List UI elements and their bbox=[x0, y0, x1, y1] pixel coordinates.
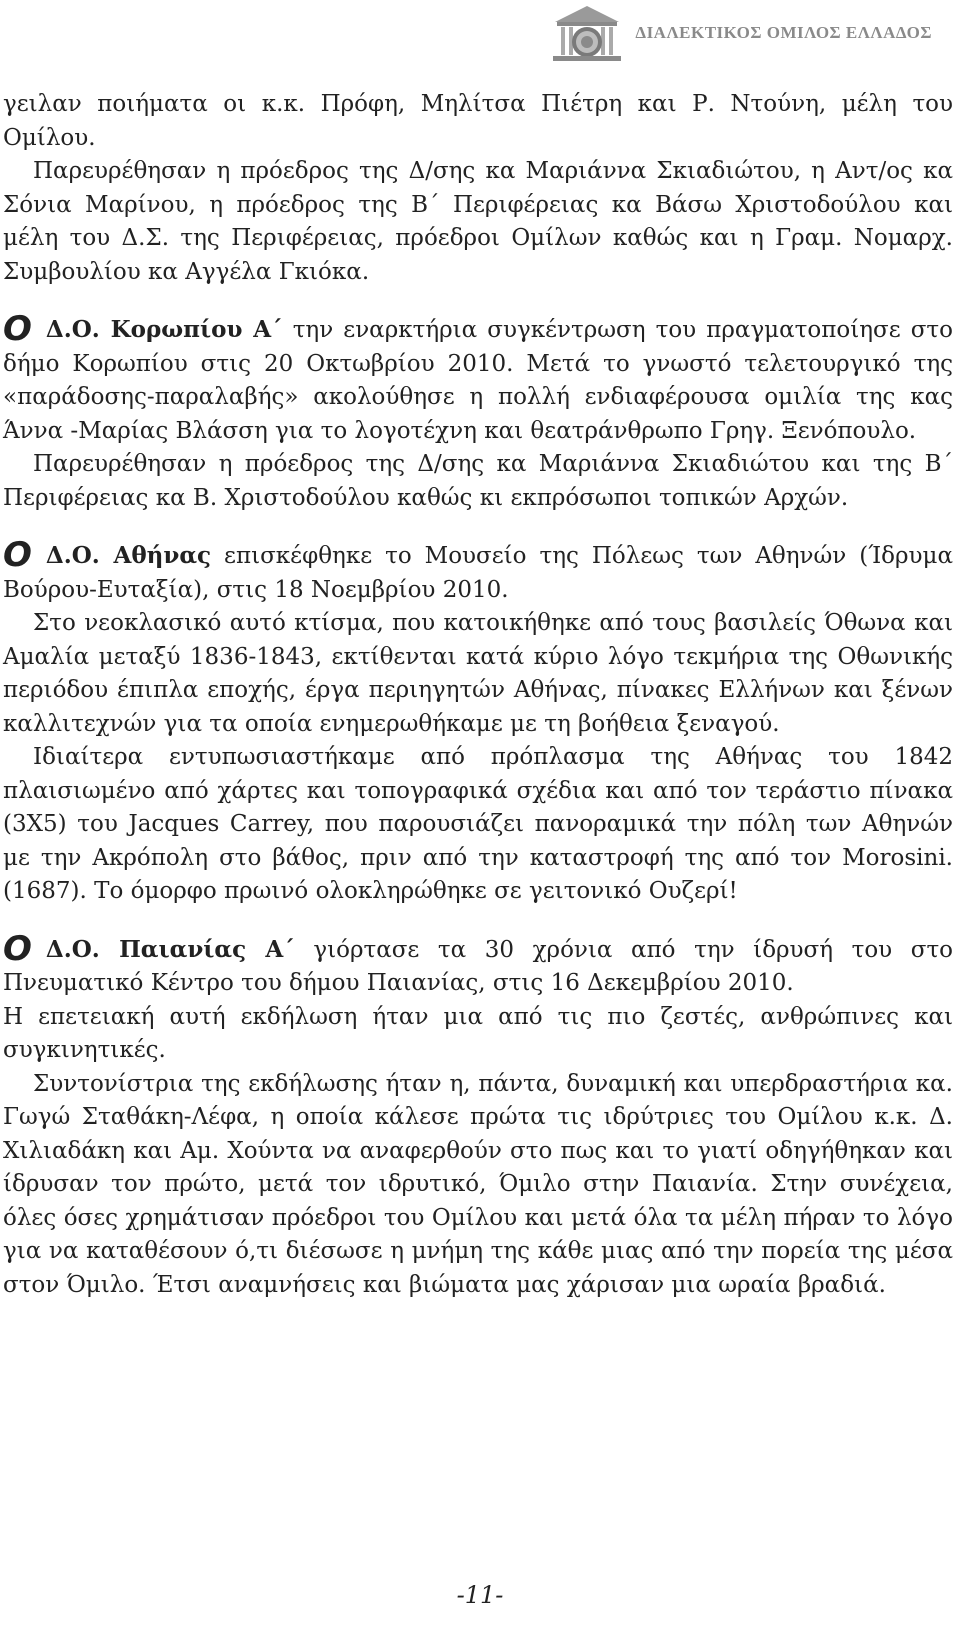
paragraph-text: επισκέφθηκε το Μουσείο της Πόλεως των Αθηνών (Ίδρυμα Βούρου-Ευταξία), στις 18 Νοεμβρίου 2010. bbox=[3, 543, 953, 603]
organization-name: ΔΙΑΛΕΚΤΙΚΟΣ ΟΜΙΛΟΣ ΕΛΛΑΔΟΣ bbox=[635, 23, 932, 42]
section-initial: Ο bbox=[3, 928, 32, 969]
section-paiania bbox=[3, 928, 954, 1303]
section-lead-paragraph bbox=[3, 309, 954, 448]
paragraph: Η επετειακή αυτή εκδήλωση ήταν μια από τις πιο ζεστές, ανθρώπινες και συγκινητικές. bbox=[3, 1003, 953, 1063]
section-org-name: Δ.Ο. Αθήνας bbox=[45, 542, 212, 569]
paragraph: Συντονίστρια της εκδήλωσης ήταν η, πάντα, δυναμική και υπερδραστήρια κα. Γωγώ Σταθάκη-Λέφα, η οποία κάλεσε πρώτα τις ιδρύτριες του Ομίλου κ.κ. Δ. Χιλιαδάκη και Αμ. Χούντα να αναφερθούν στο πως και το γιατί οδηγήθηκαν και ίδρυσαν τον πρώτο, μετά τον ιδρυτικό, Όμιλο στην Παιανία. Στην συνέχεια, όλες όσες χρημάτισαν πρόεδροι του Ομίλου και μετά όλα τα μέλη πήραν το λόγο για να καταθέσουν ό,τι διέσωσε η μνήμη της κάθε μιας από την πορεία της μέσα στον Όμιλο. Έτσι αναμνήσεις και βιώματα μας χάρισαν μια ωραία βραδιά. bbox=[3, 1070, 953, 1298]
paragraph-text: την εναρκτήρια συγκέντρωση του πραγματοποίησε στο δήμο Κορωπίου στις 20 Οκτωβρίου 2010. Μετά το γνωστό τελετουργικό της «παράδοσης-παραλαβής» ακολούθησε η πολλή ενδιαφέρουσα ομιλία της κας Άννα -Μαρίας Βλάσση για το λογοτέχνη και θεατράνθρωπο Γρηγ. Ξενόπουλο. bbox=[3, 317, 954, 444]
section-org-name: Δ.Ο. Παιανίας Α΄ bbox=[45, 935, 295, 963]
paragraph: Ιδιαίτερα εντυπωσιαστήκαμε από πρόπλασμα της Αθήνας του 1842 πλαισιωμένο από χάρτες και τοπογραφικά σχέδια και από τον τεράστιο πίνακα (3Χ5) του Jacques Carrey, που παρουσιάζει πανοραμικά την πόλη των Αθηνών με την Ακρόπολη στο βάθος, πριν από την καταστροφή της από τον Morosini.(1687). Το όμορφο πρωινό ολοκληρώθηκε σε γειτονικό Ουζερί! bbox=[3, 744, 953, 904]
article-body bbox=[3, 88, 953, 1302]
page-number: -11- bbox=[456, 1581, 504, 1609]
section-athens bbox=[3, 535, 953, 909]
section-initial: Ο bbox=[3, 535, 32, 575]
paragraph-text: γιόρτασε τα 30 χρόνια από την ίδρυσή του στο Πνευματικό Κέντρο του δήμου Παιανίας, στις 16 Δεκεμβρίου 2010. bbox=[3, 936, 954, 996]
section-lead-paragraph bbox=[3, 928, 954, 1001]
paragraph: Στο νεοκλασικό αυτό κτίσμα, που κατοικήθηκε από τους βασιλείς Όθωνα και Αμαλία μεταξύ 1836-1843, εκτίθενται κατά κύριο λόγο τεκμήρια της Οθωνικής περιόδου έπιπλα εποχής, έργα περιηγητών Αθήνας, πίνακες Ελλήνων και ξένων καλλιτεχνών για τα οποία ενημερωθήκαμε με τη βοήθεια ξεναγού. bbox=[3, 610, 953, 737]
section-initial: Ο bbox=[3, 309, 32, 349]
paragraph: γειλαν ποιήματα οι κ.κ. Πρόφη, Μηλίτσα Πιέτρη και Ρ. Ντούνη, μέλη του Ομίλου. bbox=[3, 91, 953, 151]
paragraph: Παρευρέθησαν η πρόεδρος της Δ/σης κα Μαριάννα Σκιαδιώτου και της Β΄ Περιφέρειας κα Β. Χριστοδούλου καθώς κι εκπρόσωποι τοπικών Αρχών. bbox=[3, 451, 953, 511]
building-seal-logo-icon bbox=[549, 0, 625, 66]
section-org-name: Δ.Ο. Κορωπίου Α΄ bbox=[45, 316, 283, 343]
paragraph: Παρευρέθησαν η πρόεδρος της Δ/σης κα Μαριάννα Σκιαδιώτου, η Αντ/ος κα Σόνια Μαρίνου, η πρόεδρος της Β΄ Περιφέρειας κα Βάσω Χριστοδούλου και μέλη του Δ.Σ. της Περιφέρειας, πρόεδροι Ομίλων καθώς και η Γραμ. Νομαρχ. Συμβουλίου κα Αγγέλα Γκιόκα. bbox=[3, 158, 953, 285]
page-header bbox=[549, 0, 932, 66]
section-koropi bbox=[3, 309, 954, 515]
section-lead-paragraph bbox=[3, 535, 953, 607]
